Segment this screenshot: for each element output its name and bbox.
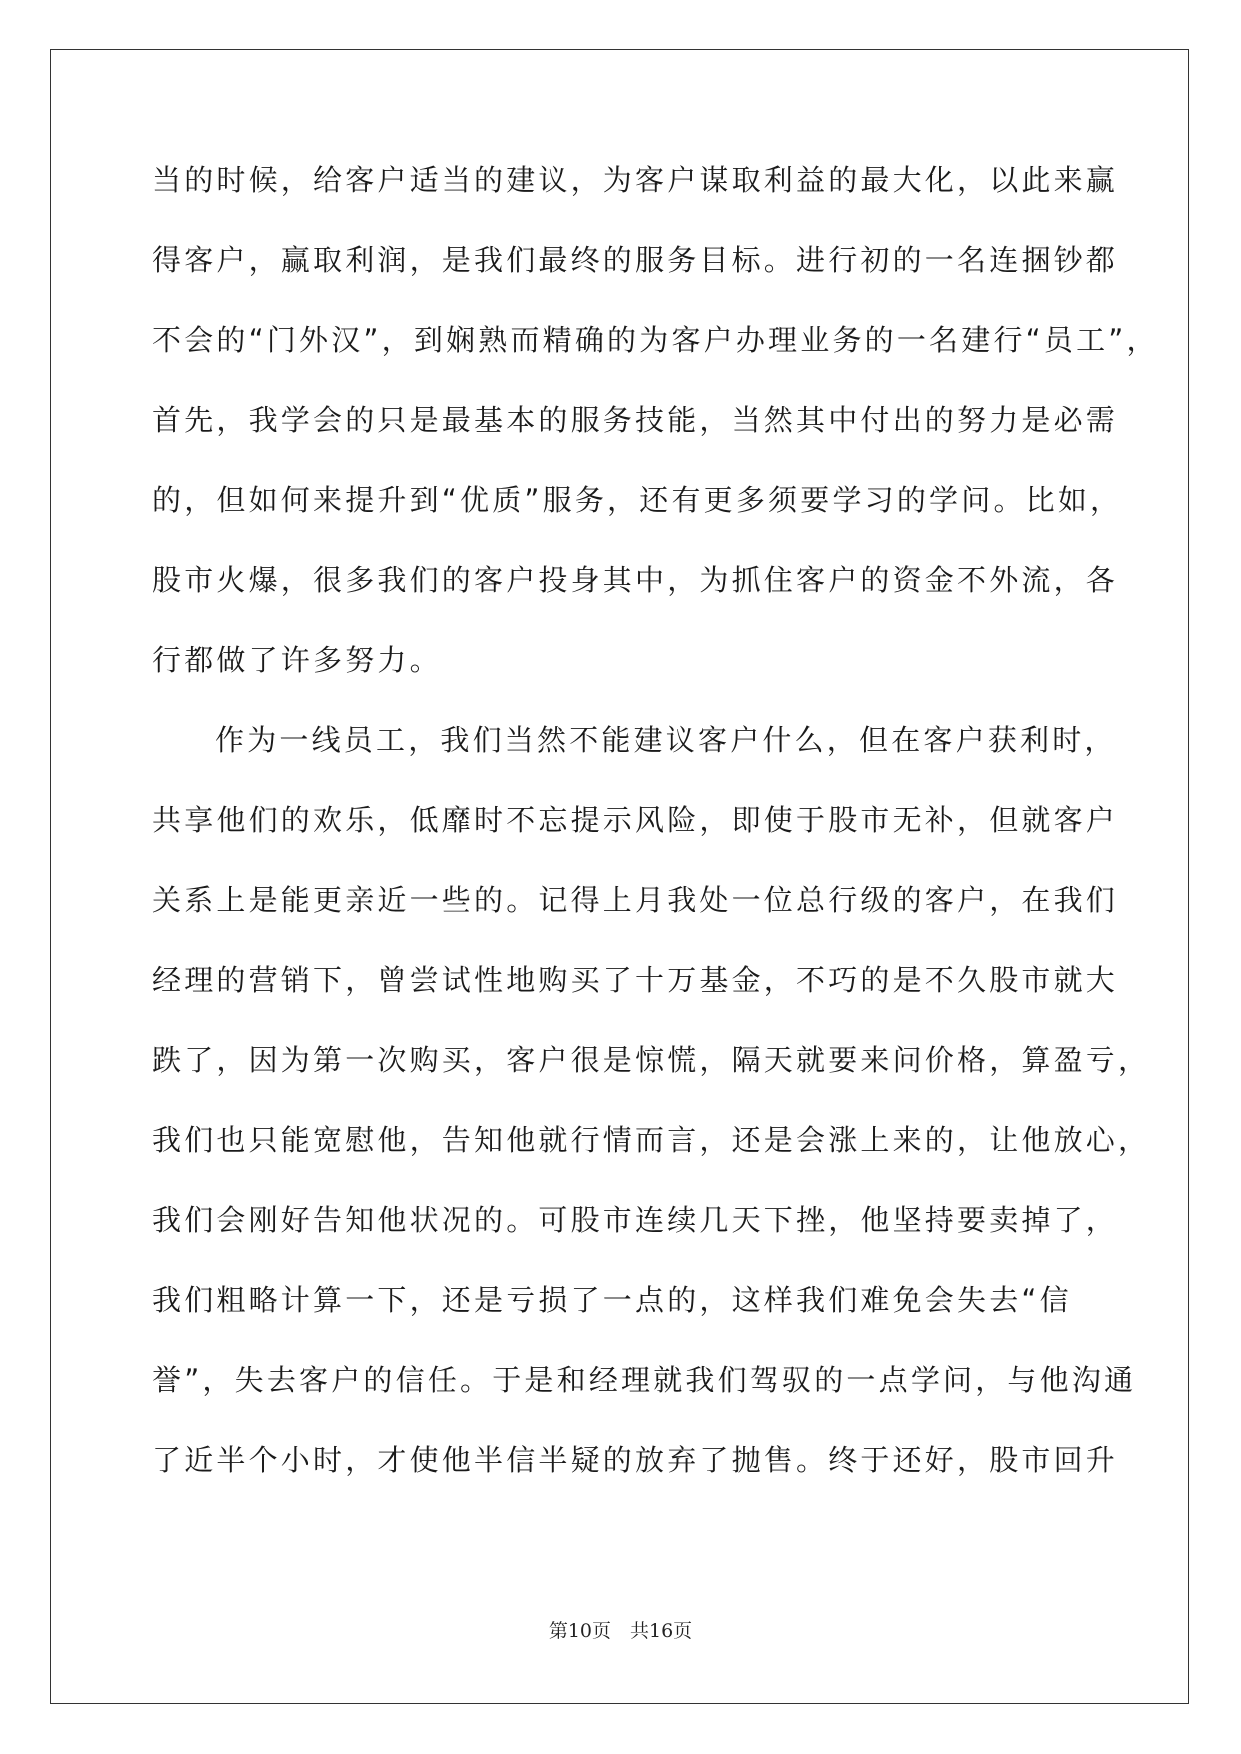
document-body (152, 160, 1159, 1520)
text-line: 了近半个小时，才使他半信半疑的放弃了抛售。终于还好，股市回升 (152, 1443, 1119, 1477)
text-line: 得客户，赢取利润，是我们最终的服务目标。进行初的一名连捆钞都 (152, 243, 1119, 277)
text-line: 首先，我学会的只是最基本的服务技能，当然其中付出的努力是必需 (152, 403, 1119, 437)
paragraph-start-line: 作为一线员工，我们当然不能建议客户什么，但在客户获利时， (215, 723, 1117, 757)
text-line: 关系上是能更亲近一些的。记得上月我处一位总行级的客户，在我们 (152, 883, 1119, 917)
text-line: 我们也只能宽慰他，告知他就行情而言，还是会涨上来的，让他放心， (152, 1123, 1151, 1157)
text-line: 我们会刚好告知他状况的。可股市连续几天下挫，他坚持要卖掉了， (152, 1203, 1119, 1237)
text-line: 经理的营销下，曾尝试性地购买了十万基金，不巧的是不久股市就大 (152, 963, 1119, 997)
text-line: 共享他们的欢乐，低靡时不忘提示风险，即使于股市无补，但就客户 (152, 803, 1119, 837)
text-line: 跌了，因为第一次购买，客户很是惊慌，隔天就要来问价格，算盈亏， (152, 1043, 1151, 1077)
text-line: 行都做了许多努力。 (152, 643, 442, 677)
text-line: 的，但如何来提升到“优质”服务，还有更多须要学习的学问。比如， (152, 483, 1123, 517)
text-line: 我们粗略计算一下，还是亏损了一点的，这样我们难免会失去“信 (152, 1283, 1072, 1317)
text-line: 不会的“门外汉”，到娴熟而精确的为客户办理业务的一名建行“员工”， (152, 323, 1159, 357)
text-line: 誉”，失去客户的信任。于是和经理就我们驾驭的一点学问，与他沟通 (152, 1363, 1137, 1397)
text-line: 当的时候，给客户适当的建议，为客户谋取利益的最大化，以此来赢 (152, 163, 1119, 197)
text-line: 股市火爆，很多我们的客户投身其中，为抓住客户的资金不外流，各 (152, 563, 1119, 597)
page-number-footer: 第10页 共16页 (548, 1620, 693, 1642)
